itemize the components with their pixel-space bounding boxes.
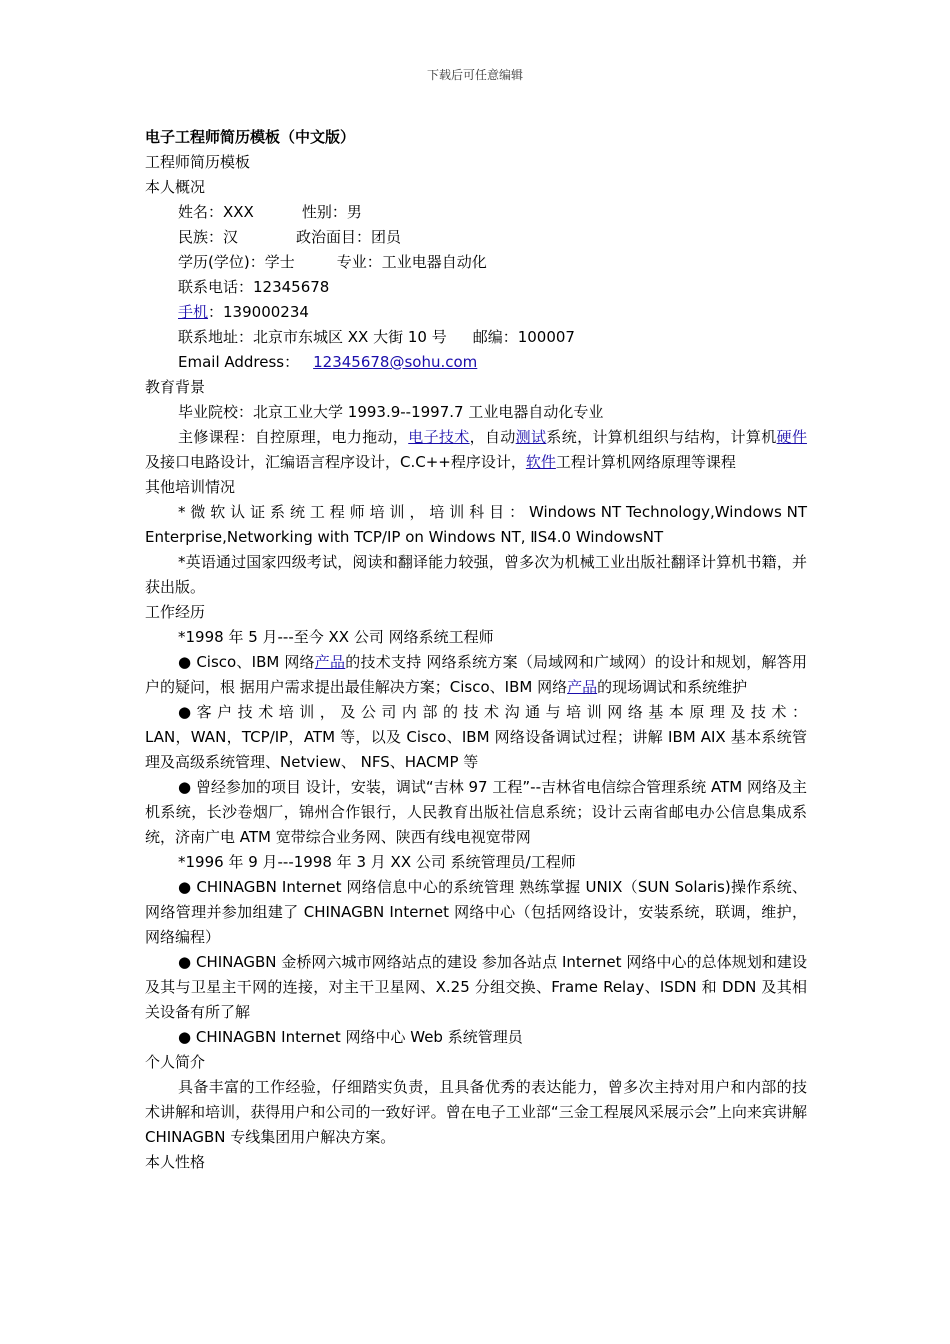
intro-paragraph: 具备丰富的工作经验，仔细踏实负责，且具备优秀的表达能力，曾多次主持对用户和内部的技术讲解和培训，获得用户和公司的一致好评。曾在电子工业部“三金工程展风采展示会”上向来宾讲解 CHINAGBN 专线集团用户解决方案。 — [145, 1078, 807, 1146]
resume-document — [145, 125, 807, 1175]
name-field: 姓名：XXX — [178, 203, 254, 221]
row-degree-major — [145, 250, 807, 275]
ethnicity-field: 民族：汉 — [178, 228, 239, 246]
row-name-gender — [145, 200, 807, 225]
section-heading-work: 工作经历 — [145, 603, 206, 621]
bullet-text: 的技术支持 网络系统方案（局域网和广域网）的设计和规划，解答用户的疑问，根 据用户需求提出最佳解决方案；Cisco、IBM 网络 — [145, 653, 807, 696]
link-electronic-tech[interactable]: 电子技术 — [408, 428, 470, 446]
courses-text: 工程计算机网络原理等课程 — [555, 453, 736, 471]
degree-field: 学历(学位)：学士 — [178, 253, 295, 271]
job1-bullet-1 — [145, 650, 807, 700]
document-subtitle: 工程师简历模板 — [145, 153, 251, 171]
job-title-2: *1996 年 9 月---1998 年 3 月 XX 公司 系统管理员/工程师 — [178, 853, 576, 871]
job1-bullet-2: ● 客 户 技 术 培 训 ， 及 公 司 内 部 的 技 术 沟 通 与 培 训 网 络 基 本 原 理 及 技 术 ： LAN，WAN，TCP/IP，ATM 等，以及 Cisco、IBM 网络设备调试过程；讲解 IBM AIX 基本系统管理及高级系统管理、Netview、 NFS、HACMP 等 — [145, 703, 807, 771]
row-address-zip — [145, 325, 807, 350]
gender-field: 性别：男 — [301, 203, 362, 221]
email-link[interactable]: 12345678@sohu.com — [313, 353, 478, 371]
link-hardware[interactable]: 硬件 — [776, 428, 807, 446]
address-field: 联系地址：北京市东城区 XX 大街 10 号 — [178, 328, 447, 346]
school-field: 毕业院校：北京工业大学 1993.9--1997.7 工业电器自动化专业 — [178, 403, 604, 421]
job2-bullet-2: ● CHINAGBN 金桥网六城市网络站点的建设 参加各站点 Internet 网络中心的总体规划和建设及其与卫星主干网的连接，对主干卫星网、X.25 分组交换、Frame Relay、ISDN 和 DDN 及其相关设备有所了解 — [145, 953, 807, 1021]
zip-field: 邮编：100007 — [472, 328, 575, 346]
row-email — [145, 350, 807, 375]
courses-text: ，自动 — [469, 428, 516, 446]
bullet-text: 的现场调试和系统维护 — [597, 678, 748, 696]
section-heading-personality: 本人性格 — [145, 1153, 206, 1171]
mobile-value: ：139000234 — [208, 303, 309, 321]
section-heading-intro: 个人简介 — [145, 1053, 206, 1071]
courses-text: 主修课程：自控原理，电力拖动， — [178, 428, 409, 446]
section-heading-training: 其他培训情况 — [145, 478, 236, 496]
courses-paragraph — [145, 425, 807, 475]
political-field: 政治面目：团员 — [296, 228, 402, 246]
bullet-text: ● Cisco、IBM 网络 — [178, 653, 315, 671]
row-mobile — [145, 300, 807, 325]
job2-bullet-3: ● CHINAGBN Internet 网络中心 Web 系统管理员 — [178, 1028, 523, 1046]
email-label: Email Address： — [178, 353, 300, 371]
link-software[interactable]: 软件 — [525, 453, 556, 471]
row-ethnicity-political — [145, 225, 807, 250]
link-testing[interactable]: 测试 — [515, 428, 547, 446]
job1-bullet-3: ● 曾经参加的项目 设计，安装，调试“吉林 97 工程”--吉林省电信综合管理系统 ATM 网络及主机系统，长沙卷烟厂，锦州合作银行，人民教育出版社信息系统；设计云南省邮电办公信息集成系统，济南广电 ATM 宽带综合业务网、陕西有线电视宽带网 — [145, 778, 807, 846]
document-title: 电子工程师简历模板（中文版） — [145, 128, 356, 146]
job-title-1: *1998 年 5 月---至今 XX 公司 网络系统工程师 — [178, 628, 494, 646]
job2-bullet-1: ● CHINAGBN Internet 网络信息中心的系统管理 熟练掌握 UNIX（SUN Solaris)操作系统、网络管理并参加组建了 CHINAGBN Internet 网络中心（包括网络设计，安装系统，联调，维护，网络编程） — [145, 878, 807, 946]
mobile-link[interactable]: 手机 — [178, 303, 209, 321]
courses-text: 及接口电路设计，汇编语言程序设计，C.C++程序设计， — [145, 453, 526, 471]
courses-text: 系统，计算机组织与结构，计算机 — [546, 428, 777, 446]
section-heading-personal: 本人概况 — [145, 178, 206, 196]
training-item-mcse: * 微 软 认 证 系 统 工 程 师 培 训 ， 培 训 科 目 ： Windows NT Technology,Windows NT Enterprise,Networking with TCP/IP on Windows NT, ⅡS4.0 WindowsNT — [145, 503, 807, 546]
section-heading-education: 教育背景 — [145, 378, 206, 396]
major-field: 专业：工业电器自动化 — [336, 253, 487, 271]
header-note: 下载后可任意编辑 — [426, 68, 523, 82]
link-product[interactable]: 产品 — [314, 653, 346, 671]
phone-field: 联系电话：12345678 — [178, 278, 330, 296]
link-product[interactable]: 产品 — [567, 678, 598, 696]
training-item-english: *英语通过国家四级考试，阅读和翻译能力较强，曾多次为机械工业出版社翻译计算机书籍，并获出版。 — [145, 553, 807, 596]
